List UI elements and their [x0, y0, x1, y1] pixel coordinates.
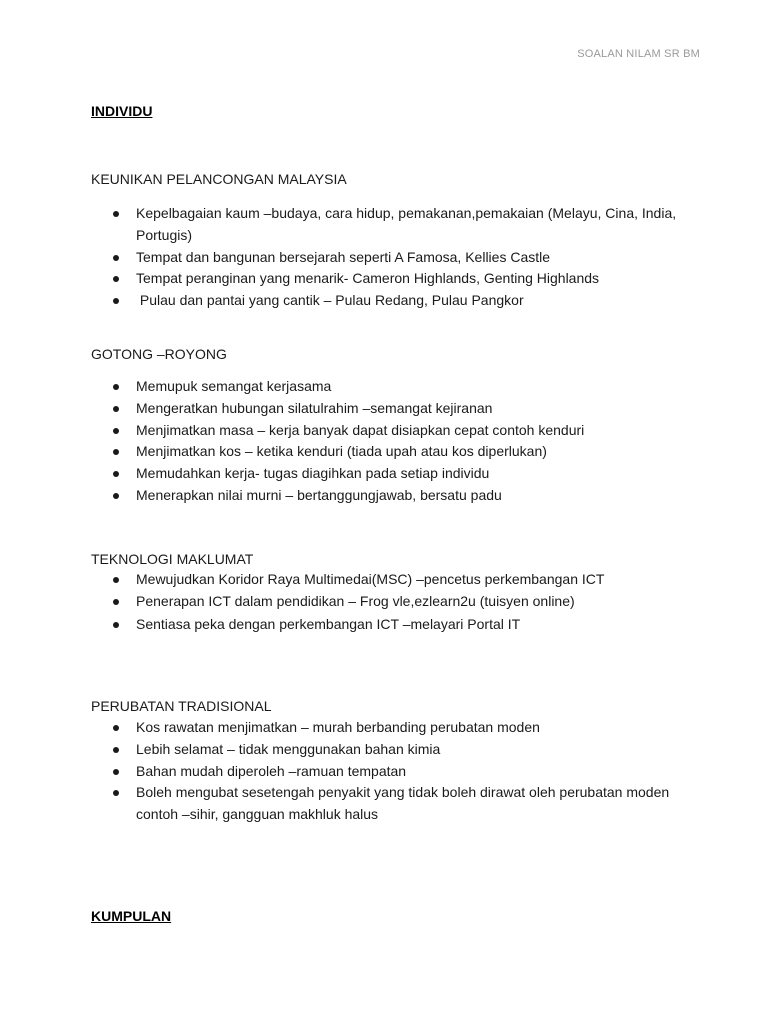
- bullet-icon: [113, 384, 119, 390]
- list-item-text: Menerapkan nilai murni – bertanggungjawab, bersatu padu: [136, 486, 502, 503]
- list-item: [91, 782, 681, 826]
- list-item: [91, 485, 691, 507]
- bullet-icon: [113, 599, 119, 605]
- list-item-text: Mewujudkan Koridor Raya Multimedai(MSC) –pencetus perkembangan ICT: [136, 571, 605, 587]
- list-item-text: Boleh mengubat sesetengah penyakit yang tidak boleh dirawat oleh perubatan moden contoh –sihir, gangguan makhluk halus: [136, 784, 670, 823]
- heading-kumpulan: KUMPULAN: [91, 908, 172, 924]
- list-item: [91, 614, 691, 636]
- list-item-text: Pulau dan pantai yang cantik – Pulau Redang, Pulau Pangkor: [136, 292, 524, 309]
- list-item: [91, 717, 681, 739]
- heading-individu: INDIVIDU: [91, 103, 153, 119]
- bullet-icon: [113, 276, 119, 282]
- section-title-gotong-royong: GOTONG –ROYONG: [91, 346, 227, 362]
- bullet-icon: [113, 406, 119, 412]
- list-item-text: Penerapan ICT dalam pendidikan – Frog vle,ezlearn2u (tuisyen online): [136, 592, 575, 609]
- list-item: [91, 569, 691, 591]
- bullet-icon: [113, 298, 119, 304]
- list-item-text: Bahan mudah diperoleh –ramuan tempatan: [136, 762, 407, 779]
- list-item-text: Kos rawatan menjimatkan – murah berbanding perubatan moden: [136, 719, 540, 735]
- list-item-text: Menjimatkan kos – ketika kenduri (tiada upah atau kos diperlukan): [136, 443, 547, 460]
- list-perubatan: [91, 717, 681, 826]
- list-item-text: Sentiasa peka dengan perkembangan ICT –melayari Portal IT: [136, 615, 521, 632]
- bullet-icon: [113, 428, 119, 434]
- list-item: [91, 376, 691, 398]
- bullet-icon: [113, 493, 119, 499]
- list-item-text: Memudahkan kerja- tugas diagihkan pada setiap individu: [136, 465, 490, 482]
- list-item-text: Mengeratkan hubungan silatulrahim –semangat kejiranan: [136, 399, 493, 416]
- list-item: [91, 591, 691, 613]
- bullet-icon: [113, 577, 119, 583]
- list-teknologi: [91, 569, 691, 635]
- list-item-text: Memupuk semangat kerjasama: [136, 378, 332, 394]
- list-item: [91, 398, 691, 420]
- list-item-text: Tempat dan bangunan bersejarah seperti A Famosa, Kellies Castle: [136, 248, 551, 265]
- bullet-icon: [113, 211, 119, 217]
- bullet-icon: [113, 255, 119, 261]
- bullet-icon: [113, 449, 119, 455]
- list-item: [91, 420, 691, 442]
- bullet-icon: [113, 725, 119, 731]
- page-header: SOALAN NILAM SR BM: [577, 48, 700, 60]
- section-title-pelancongan: KEUNIKAN PELANCONGAN MALAYSIA: [91, 171, 347, 187]
- list-item: [91, 463, 691, 485]
- bullet-icon: [113, 747, 119, 753]
- list-item-text: Lebih selamat – tidak menggunakan bahan kimia: [136, 740, 441, 757]
- list-item: [91, 268, 691, 290]
- list-item: [91, 247, 691, 269]
- list-item: [91, 203, 691, 247]
- list-gotong-royong: [91, 376, 691, 507]
- list-item: [91, 290, 691, 312]
- bullet-icon: [113, 622, 119, 628]
- bullet-icon: [113, 769, 119, 775]
- list-item: [91, 739, 681, 761]
- bullet-icon: [113, 471, 119, 477]
- list-pelancongan: [91, 203, 691, 312]
- list-item: [91, 761, 681, 783]
- bullet-icon: [113, 790, 119, 796]
- list-item-text: Tempat peranginan yang menarik- Cameron Highlands, Genting Highlands: [136, 270, 600, 287]
- section-title-teknologi: TEKNOLOGI MAKLUMAT: [91, 551, 254, 567]
- list-item: [91, 441, 691, 463]
- list-item-text: Kepelbagaian kaum –budaya, cara hidup, pemakanan,pemakaian (Melayu, Cina, India, Portugis): [136, 205, 677, 243]
- list-item-text: Menjimatkan masa – kerja banyak dapat disiapkan cepat contoh kenduri: [136, 421, 585, 438]
- section-title-perubatan: PERUBATAN TRADISIONAL: [91, 698, 272, 714]
